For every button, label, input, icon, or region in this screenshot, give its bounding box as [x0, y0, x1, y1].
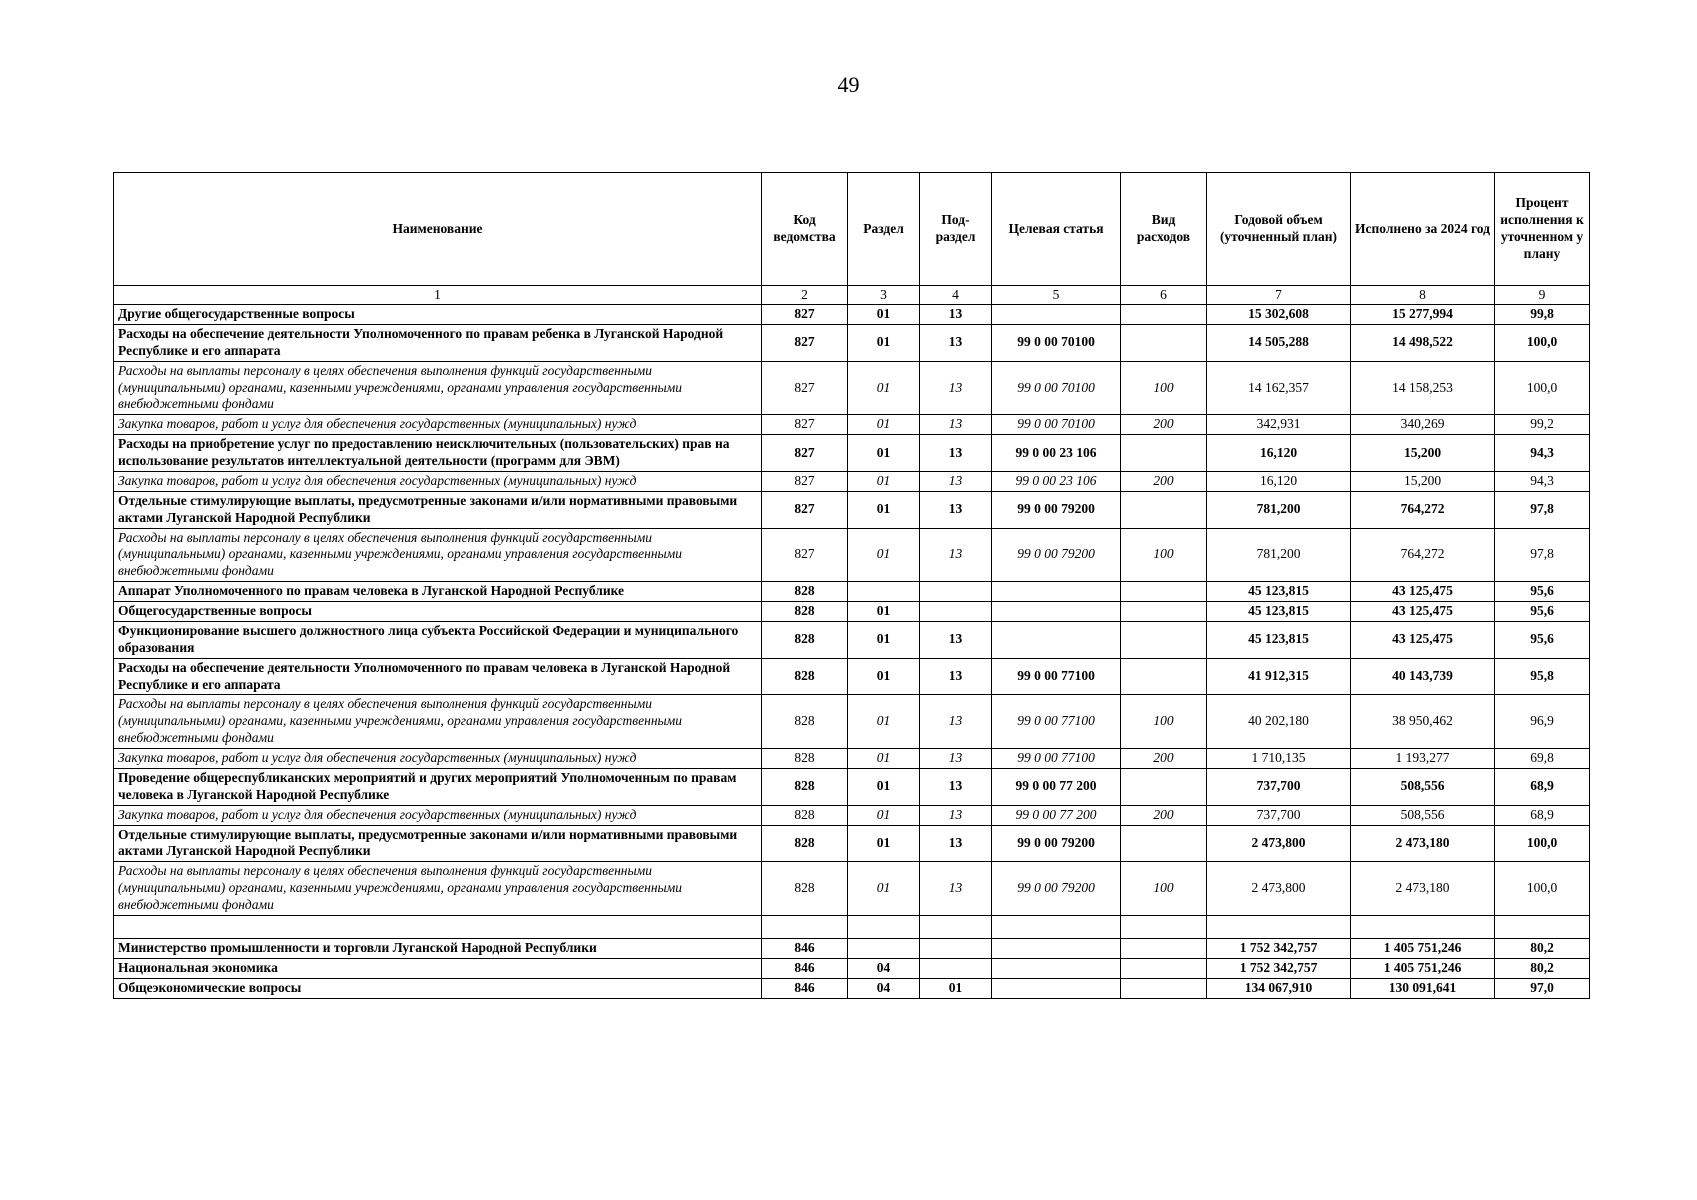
cell-percent: 96,9 — [1495, 695, 1590, 749]
cell-subsection: 13 — [920, 435, 992, 472]
cell-dept-code: 846 — [762, 978, 848, 998]
cell-section: 01 — [848, 749, 920, 769]
cell-dept-code: 828 — [762, 749, 848, 769]
cell-executed: 1 405 751,246 — [1351, 958, 1495, 978]
header-dept-code: Код ведомства — [762, 173, 848, 286]
table-row — [114, 435, 1590, 472]
header-percent: Процент исполнения к уточненном у плану — [1495, 173, 1590, 286]
cell-expense-type: 200 — [1121, 749, 1207, 769]
cell-annual-plan: 1 752 342,757 — [1207, 958, 1351, 978]
cell-name: Закупка товаров, работ и услуг для обеспечения государственных (муниципальных) нужд — [114, 805, 762, 825]
table-row — [114, 305, 1590, 325]
table-row — [114, 491, 1590, 528]
cell-executed: 2 473,180 — [1351, 825, 1495, 862]
cell-annual-plan: 16,120 — [1207, 471, 1351, 491]
cell-annual-plan: 2 473,800 — [1207, 825, 1351, 862]
cell-percent: 94,3 — [1495, 471, 1590, 491]
cell-subsection: 13 — [920, 324, 992, 361]
cell-percent: 80,2 — [1495, 938, 1590, 958]
cell-subsection — [920, 582, 992, 602]
table-row — [114, 938, 1590, 958]
cell-expense-type — [1121, 938, 1207, 958]
cell-target-item: 99 0 00 77 200 — [992, 805, 1121, 825]
cell-name: Функционирование высшего должностного лица субъекта Российской Федерации и муниципального образования — [114, 621, 762, 658]
cell-dept-code: 828 — [762, 825, 848, 862]
cell-section: 01 — [848, 695, 920, 749]
cell-dept-code: 828 — [762, 658, 848, 695]
cell-expense-type: 100 — [1121, 862, 1207, 916]
cell-target-item — [992, 582, 1121, 602]
cell-subsection: 13 — [920, 825, 992, 862]
cell-dept-code: 828 — [762, 695, 848, 749]
cell-expense-type — [1121, 582, 1207, 602]
cell-annual-plan: 15 302,608 — [1207, 305, 1351, 325]
cell-subsection: 13 — [920, 768, 992, 805]
cell-percent — [1495, 915, 1590, 938]
cell-executed: 1 193,277 — [1351, 749, 1495, 769]
cell-dept-code: 827 — [762, 415, 848, 435]
cell-annual-plan: 41 912,315 — [1207, 658, 1351, 695]
cell-annual-plan: 781,200 — [1207, 528, 1351, 582]
cell-executed: 14 498,522 — [1351, 324, 1495, 361]
cell-executed: 15,200 — [1351, 471, 1495, 491]
table-row — [114, 324, 1590, 361]
cell-dept-code: 827 — [762, 435, 848, 472]
cell-percent: 94,3 — [1495, 435, 1590, 472]
cell-target-item: 99 0 00 70100 — [992, 324, 1121, 361]
cell-target-item: 99 0 00 23 106 — [992, 471, 1121, 491]
table-row — [114, 768, 1590, 805]
cell-section — [848, 915, 920, 938]
cell-executed: 43 125,475 — [1351, 621, 1495, 658]
cell-section: 04 — [848, 978, 920, 998]
cell-percent: 95,8 — [1495, 658, 1590, 695]
cell-section: 01 — [848, 305, 920, 325]
cell-name: Отдельные стимулирующие выплаты, предусмотренные законами и/или нормативными правовыми актами Луганской Народной Республики — [114, 491, 762, 528]
cell-name: Проведение общереспубликанских мероприятий и других мероприятий Уполномоченным по правам человека в Луганской Народной Республике — [114, 768, 762, 805]
cell-expense-type — [1121, 491, 1207, 528]
cell-annual-plan: 737,700 — [1207, 805, 1351, 825]
cell-subsection: 01 — [920, 978, 992, 998]
page-number: 49 — [837, 72, 860, 97]
cell-annual-plan: 1 752 342,757 — [1207, 938, 1351, 958]
cell-subsection — [920, 915, 992, 938]
cell-name: Общегосударственные вопросы — [114, 602, 762, 622]
column-number: 9 — [1495, 286, 1590, 305]
cell-expense-type — [1121, 978, 1207, 998]
cell-expense-type — [1121, 602, 1207, 622]
cell-subsection: 13 — [920, 491, 992, 528]
cell-target-item: 99 0 00 79200 — [992, 825, 1121, 862]
cell-percent: 99,8 — [1495, 305, 1590, 325]
cell-name: Аппарат Уполномоченного по правам человека в Луганской Народной Республике — [114, 582, 762, 602]
cell-target-item — [992, 305, 1121, 325]
cell-subsection: 13 — [920, 528, 992, 582]
table-row — [114, 958, 1590, 978]
table-row — [114, 528, 1590, 582]
cell-expense-type — [1121, 825, 1207, 862]
cell-dept-code: 827 — [762, 528, 848, 582]
cell-section — [848, 582, 920, 602]
cell-target-item — [992, 978, 1121, 998]
cell-expense-type: 100 — [1121, 361, 1207, 415]
cell-executed: 38 950,462 — [1351, 695, 1495, 749]
cell-subsection: 13 — [920, 415, 992, 435]
cell-annual-plan: 342,931 — [1207, 415, 1351, 435]
table-row — [114, 621, 1590, 658]
cell-name: Закупка товаров, работ и услуг для обеспечения государственных (муниципальных) нужд — [114, 471, 762, 491]
header-target-item: Целевая статья — [992, 173, 1121, 286]
cell-expense-type — [1121, 658, 1207, 695]
table-row — [114, 602, 1590, 622]
cell-section — [848, 938, 920, 958]
cell-annual-plan: 16,120 — [1207, 435, 1351, 472]
cell-target-item: 99 0 00 77100 — [992, 695, 1121, 749]
cell-section: 01 — [848, 862, 920, 916]
cell-percent: 95,6 — [1495, 621, 1590, 658]
cell-target-item — [992, 621, 1121, 658]
cell-executed: 14 158,253 — [1351, 361, 1495, 415]
cell-subsection: 13 — [920, 805, 992, 825]
table-row — [114, 471, 1590, 491]
cell-percent: 97,0 — [1495, 978, 1590, 998]
cell-annual-plan: 737,700 — [1207, 768, 1351, 805]
cell-executed: 764,272 — [1351, 491, 1495, 528]
table-row — [114, 825, 1590, 862]
table-row — [114, 695, 1590, 749]
budget-execution-table — [113, 172, 1590, 999]
cell-percent: 95,6 — [1495, 582, 1590, 602]
cell-expense-type: 200 — [1121, 415, 1207, 435]
cell-percent: 100,0 — [1495, 324, 1590, 361]
header-executed: Исполнено за 2024 год — [1351, 173, 1495, 286]
cell-target-item: 99 0 00 70100 — [992, 415, 1121, 435]
cell-expense-type — [1121, 435, 1207, 472]
table-row — [114, 805, 1590, 825]
cell-annual-plan — [1207, 915, 1351, 938]
column-number: 4 — [920, 286, 992, 305]
table-row — [114, 582, 1590, 602]
cell-executed: 15,200 — [1351, 435, 1495, 472]
cell-section: 01 — [848, 658, 920, 695]
cell-name: Расходы на обеспечение деятельности Уполномоченного по правам ребенка в Луганской Народной Республике и его аппарата — [114, 324, 762, 361]
cell-section: 01 — [848, 805, 920, 825]
cell-executed: 340,269 — [1351, 415, 1495, 435]
column-number: 3 — [848, 286, 920, 305]
header-annual-plan: Годовой объем (уточненный план) — [1207, 173, 1351, 286]
cell-subsection — [920, 958, 992, 978]
cell-annual-plan: 14 162,357 — [1207, 361, 1351, 415]
cell-percent: 100,0 — [1495, 862, 1590, 916]
cell-target-item: 99 0 00 77 200 — [992, 768, 1121, 805]
cell-name: Министерство промышленности и торговли Луганской Народной Республики — [114, 938, 762, 958]
cell-dept-code: 846 — [762, 958, 848, 978]
cell-expense-type — [1121, 958, 1207, 978]
cell-target-item: 99 0 00 79200 — [992, 862, 1121, 916]
cell-target-item: 99 0 00 70100 — [992, 361, 1121, 415]
column-number: 1 — [114, 286, 762, 305]
table-row — [114, 361, 1590, 415]
cell-subsection: 13 — [920, 658, 992, 695]
cell-dept-code — [762, 915, 848, 938]
cell-subsection: 13 — [920, 361, 992, 415]
cell-name: Отдельные стимулирующие выплаты, предусмотренные законами и/или нормативными правовыми актами Луганской Народной Республики — [114, 825, 762, 862]
cell-target-item: 99 0 00 77100 — [992, 749, 1121, 769]
cell-dept-code: 846 — [762, 938, 848, 958]
cell-executed: 43 125,475 — [1351, 582, 1495, 602]
cell-percent: 68,9 — [1495, 805, 1590, 825]
cell-dept-code: 828 — [762, 582, 848, 602]
table-row — [114, 862, 1590, 916]
cell-annual-plan: 14 505,288 — [1207, 324, 1351, 361]
cell-name — [114, 915, 762, 938]
header-subsection: Под-раздел — [920, 173, 992, 286]
cell-subsection: 13 — [920, 471, 992, 491]
cell-section: 01 — [848, 768, 920, 805]
cell-name: Расходы на выплаты персоналу в целях обеспечения выполнения функций государственными (муниципальными) органами, казенными учреждениями, органами управления государственными внебюджетными фондами — [114, 695, 762, 749]
cell-dept-code: 827 — [762, 305, 848, 325]
cell-annual-plan: 40 202,180 — [1207, 695, 1351, 749]
cell-dept-code: 827 — [762, 491, 848, 528]
cell-target-item — [992, 938, 1121, 958]
cell-name: Расходы на выплаты персоналу в целях обеспечения выполнения функций государственными (муниципальными) органами, казенными учреждениями, органами управления государственными внебюджетными фондами — [114, 361, 762, 415]
cell-target-item: 99 0 00 77100 — [992, 658, 1121, 695]
cell-target-item — [992, 915, 1121, 938]
cell-percent: 80,2 — [1495, 958, 1590, 978]
cell-expense-type — [1121, 324, 1207, 361]
cell-name: Национальная экономика — [114, 958, 762, 978]
cell-dept-code: 827 — [762, 324, 848, 361]
cell-expense-type: 200 — [1121, 471, 1207, 491]
cell-name: Расходы на приобретение услуг по предоставлению неисключительных (пользовательских) прав на использование результатов интеллектуальной деятельности (программ для ЭВМ) — [114, 435, 762, 472]
cell-name: Расходы на выплаты персоналу в целях обеспечения выполнения функций государственными (муниципальными) органами, казенными учреждениями, органами управления государственными внебюджетными фондами — [114, 862, 762, 916]
cell-subsection: 13 — [920, 749, 992, 769]
cell-annual-plan: 45 123,815 — [1207, 621, 1351, 658]
cell-executed: 130 091,641 — [1351, 978, 1495, 998]
cell-section: 01 — [848, 621, 920, 658]
cell-expense-type: 200 — [1121, 805, 1207, 825]
cell-expense-type — [1121, 768, 1207, 805]
cell-name: Закупка товаров, работ и услуг для обеспечения государственных (муниципальных) нужд — [114, 415, 762, 435]
cell-executed: 1 405 751,246 — [1351, 938, 1495, 958]
cell-section: 01 — [848, 361, 920, 415]
cell-annual-plan: 45 123,815 — [1207, 602, 1351, 622]
header-section: Раздел — [848, 173, 920, 286]
cell-executed: 764,272 — [1351, 528, 1495, 582]
column-number: 2 — [762, 286, 848, 305]
cell-percent: 99,2 — [1495, 415, 1590, 435]
cell-dept-code: 828 — [762, 862, 848, 916]
cell-name: Закупка товаров, работ и услуг для обеспечения государственных (муниципальных) нужд — [114, 749, 762, 769]
cell-target-item — [992, 958, 1121, 978]
cell-subsection — [920, 602, 992, 622]
table-body — [114, 305, 1590, 999]
cell-percent: 97,8 — [1495, 491, 1590, 528]
cell-executed: 15 277,994 — [1351, 305, 1495, 325]
table-row — [114, 749, 1590, 769]
cell-expense-type: 100 — [1121, 528, 1207, 582]
cell-name: Расходы на выплаты персоналу в целях обеспечения выполнения функций государственными (муниципальными) органами, казенными учреждениями, органами управления государственными внебюджетными фондами — [114, 528, 762, 582]
cell-expense-type — [1121, 621, 1207, 658]
cell-section: 01 — [848, 528, 920, 582]
cell-executed: 508,556 — [1351, 805, 1495, 825]
cell-dept-code: 827 — [762, 471, 848, 491]
cell-percent: 95,6 — [1495, 602, 1590, 622]
cell-dept-code: 828 — [762, 602, 848, 622]
cell-subsection — [920, 938, 992, 958]
column-number: 6 — [1121, 286, 1207, 305]
cell-executed — [1351, 915, 1495, 938]
cell-executed: 508,556 — [1351, 768, 1495, 805]
cell-percent: 97,8 — [1495, 528, 1590, 582]
header-name: Наименование — [114, 173, 762, 286]
cell-expense-type — [1121, 305, 1207, 325]
cell-name: Общеэкономические вопросы — [114, 978, 762, 998]
cell-executed: 40 143,739 — [1351, 658, 1495, 695]
cell-percent: 100,0 — [1495, 825, 1590, 862]
cell-annual-plan: 134 067,910 — [1207, 978, 1351, 998]
cell-annual-plan: 2 473,800 — [1207, 862, 1351, 916]
cell-executed: 43 125,475 — [1351, 602, 1495, 622]
cell-percent: 100,0 — [1495, 361, 1590, 415]
column-number: 8 — [1351, 286, 1495, 305]
column-number-row — [114, 286, 1590, 305]
cell-percent: 69,8 — [1495, 749, 1590, 769]
cell-target-item: 99 0 00 79200 — [992, 528, 1121, 582]
cell-subsection: 13 — [920, 695, 992, 749]
cell-subsection: 13 — [920, 862, 992, 916]
cell-section: 01 — [848, 435, 920, 472]
cell-target-item: 99 0 00 23 106 — [992, 435, 1121, 472]
cell-target-item — [992, 602, 1121, 622]
column-number: 5 — [992, 286, 1121, 305]
table-row — [114, 658, 1590, 695]
header-expense-type: Вид расходов — [1121, 173, 1207, 286]
cell-section: 01 — [848, 825, 920, 862]
table-row — [114, 915, 1590, 938]
cell-dept-code: 828 — [762, 768, 848, 805]
cell-dept-code: 827 — [762, 361, 848, 415]
cell-name: Другие общегосударственные вопросы — [114, 305, 762, 325]
cell-subsection: 13 — [920, 305, 992, 325]
table-header-row — [114, 173, 1590, 286]
cell-section: 01 — [848, 602, 920, 622]
cell-section: 04 — [848, 958, 920, 978]
cell-subsection: 13 — [920, 621, 992, 658]
cell-name: Расходы на обеспечение деятельности Уполномоченного по правам человека в Луганской Народной Республике и его аппарата — [114, 658, 762, 695]
column-number: 7 — [1207, 286, 1351, 305]
cell-expense-type — [1121, 915, 1207, 938]
cell-section: 01 — [848, 324, 920, 361]
table-row — [114, 415, 1590, 435]
cell-target-item: 99 0 00 79200 — [992, 491, 1121, 528]
cell-annual-plan: 781,200 — [1207, 491, 1351, 528]
cell-percent: 68,9 — [1495, 768, 1590, 805]
cell-annual-plan: 45 123,815 — [1207, 582, 1351, 602]
cell-dept-code: 828 — [762, 621, 848, 658]
cell-section: 01 — [848, 415, 920, 435]
cell-executed: 2 473,180 — [1351, 862, 1495, 916]
cell-section: 01 — [848, 491, 920, 528]
table-row — [114, 978, 1590, 998]
cell-expense-type: 100 — [1121, 695, 1207, 749]
cell-dept-code: 828 — [762, 805, 848, 825]
cell-annual-plan: 1 710,135 — [1207, 749, 1351, 769]
cell-section: 01 — [848, 471, 920, 491]
